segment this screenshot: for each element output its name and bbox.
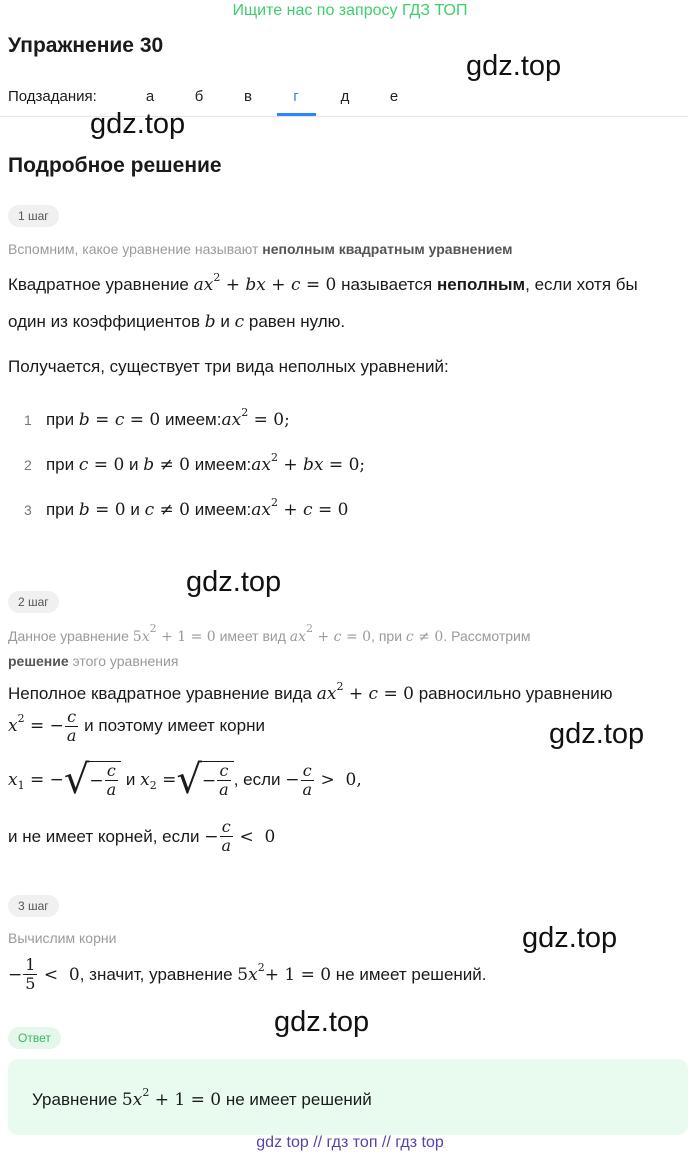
list-item: 1 при b = c = 0 $имеем:ax^2 = 0$;: [24, 406, 290, 430]
paragraph: $x_1$ = − √ − $\frac{c}{a}$ и $x_2$ = √ − $\frac{c}{a}$ , если − $\frac{c}{a}$ > 0,: [8, 757, 362, 803]
tab-e[interactable]: е: [389, 88, 399, 105]
footer-links[interactable]: gdz top // гдз топ // гдз top: [256, 1134, 444, 1151]
watermark: gdz.top: [466, 50, 562, 82]
tab-g[interactable]: г: [293, 88, 299, 105]
step-hint: Вычислим корни: [8, 930, 117, 946]
answer-badge: Ответ: [8, 1027, 61, 1049]
section-title: Подробное решение: [8, 154, 222, 177]
step-badge: 2 шаг: [8, 591, 59, 613]
watermark: gdz.top: [90, 108, 186, 140]
step-hint: Вспомним, какое уравнение называют неполным квадратным уравнением: [8, 241, 513, 257]
tab-d[interactable]: д: [340, 88, 350, 105]
paragraph: и не имеет корней, если − $\frac{c}{a}$ < 0: [8, 817, 276, 855]
tab-a[interactable]: а: [145, 88, 155, 105]
paragraph: − $\frac{1}{5}$ < 0 , значит, уравнение 5 $x^2$ + 1 = 0 не имеет решений.: [8, 955, 487, 993]
paragraph: Получается, существует три вида неполных уравнений:: [8, 357, 449, 376]
page-title: Упражнение 30: [8, 34, 164, 57]
list-item: 3 при b = 0 и c ≠ 0 $имеем:ax^2 + c = 0$: [24, 496, 349, 520]
answer-text: Уравнение $5x^2 + 1 = 0$ не имеет решений: [32, 1086, 372, 1110]
tab-v[interactable]: в: [244, 88, 252, 105]
step-hint: Данное уравнение $5x^2 + 1 = 0$ имеет вид $ax^2 + c = 0$, при c ≠ 0. Рассмотрим решение этого уравнения: [8, 622, 531, 669]
step-badge: 3 шаг: [8, 895, 59, 917]
paragraph: $x^2$ = − $\frac{c}{a}$ и поэтому имеет корни: [8, 707, 265, 745]
subtasks-label: Подзадания:: [8, 88, 97, 105]
paragraph: Квадратное уравнение $ax^2$ + bx + c = 0 называется неполным, если хотя бы: [8, 271, 638, 295]
tab-b[interactable]: б: [194, 88, 204, 105]
watermark: gdz.top: [549, 718, 645, 750]
search-banner[interactable]: Ищите нас по запросу ГДЗ ТОП: [232, 2, 468, 19]
paragraph: Неполное квадратное уравнение вида $ax^2 + c = 0$ равносильно уравнению: [8, 680, 613, 704]
watermark: gdz.top: [522, 922, 618, 954]
step-badge: 1 шаг: [8, 205, 59, 227]
watermark: gdz.top: [186, 566, 282, 598]
list-item: 2 при c = 0 и b ≠ 0 $имеем:ax^2$ + bx = 0;: [24, 451, 366, 475]
paragraph: один из коэффициентов b и c равен нулю.: [8, 312, 346, 332]
watermark: gdz.top: [274, 1006, 370, 1038]
